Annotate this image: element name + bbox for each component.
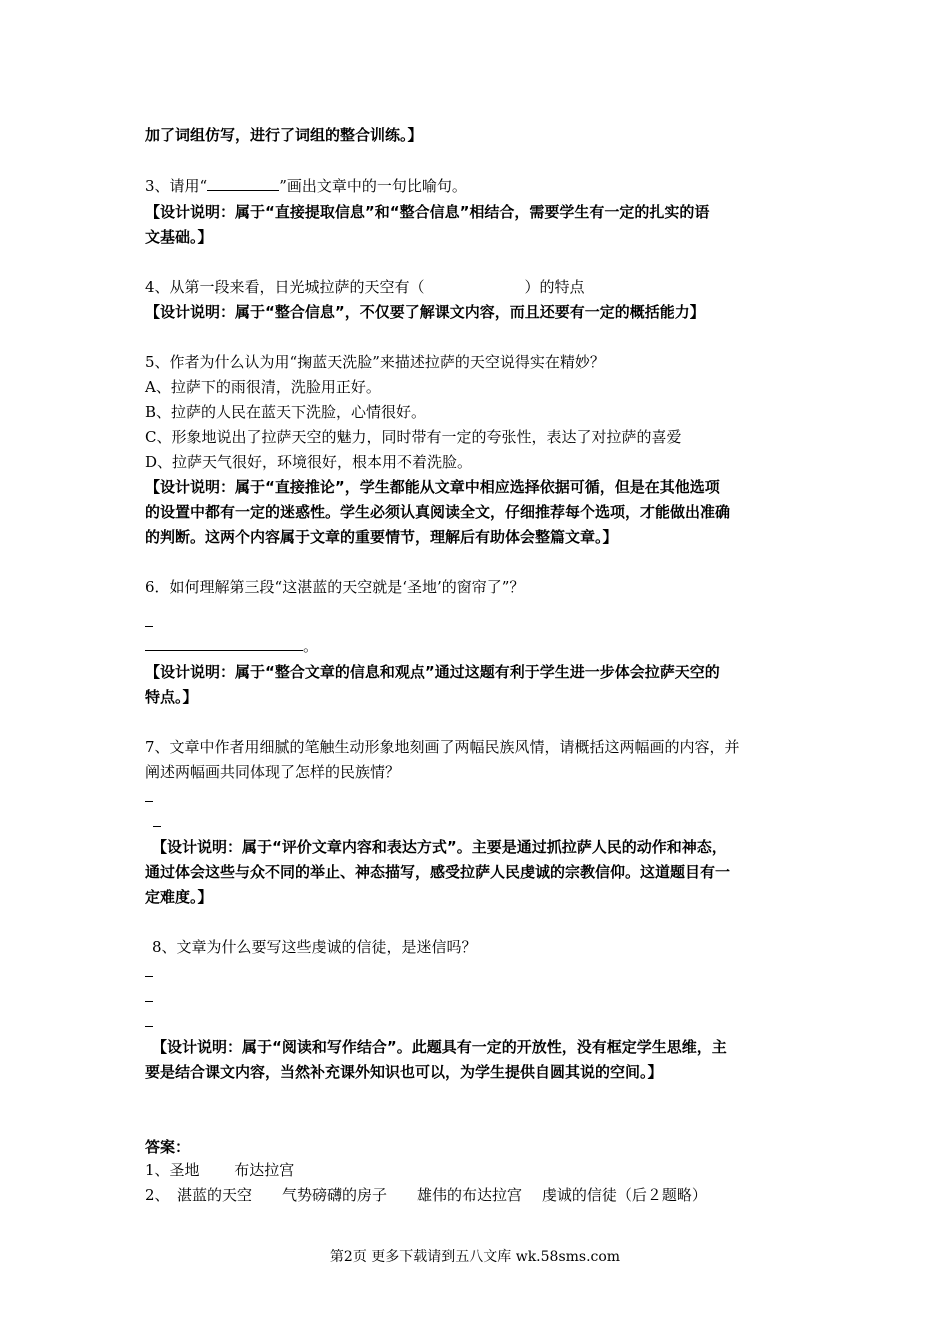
design-note-3-line2: 文基础。】 — [145, 228, 213, 246]
question-4 — [145, 275, 585, 300]
design-note-5-line3: 的判断。这两个内容属于文章的重要情节，理解后有助体会整篇文章。】 — [145, 528, 618, 546]
design-note-7-line1: 【设计说明：属于“评价文章内容和表达方式”。主要是通过抓拉萨人民的动作和神态， — [152, 838, 727, 856]
answer-line-dash — [145, 626, 153, 627]
option-d: D、拉萨天气很好，环境很好，根本用不着洗脸。 — [145, 453, 473, 471]
answer-2: 2、 湛蓝的天空 气势磅礴的房子 雄伟的布达拉宫 虔诚的信徒（后２题略） — [145, 1186, 707, 1204]
answer-line-end: 。 — [303, 637, 319, 655]
answer-line — [145, 634, 318, 659]
question-7-line1: 7、文章中作者用细腻的笔触生动形象地刻画了两幅民族风情，请概括这两幅画的内容，并 — [145, 738, 740, 756]
design-note-7-line2: 通过体会这些与众不同的举止、神态描写，感受拉萨人民虔诚的宗教信仰。这道题目有一 — [145, 863, 731, 881]
question-4-text-b: ）的特点 — [524, 278, 585, 296]
question-7-line2: 阐述两幅画共同体现了怎样的民族情？ — [145, 763, 401, 781]
design-note-6-line2: 特点。】 — [145, 688, 198, 706]
option-a: A、拉萨下的雨很清，洗脸用正好。 — [145, 378, 381, 396]
answer-blank — [145, 636, 303, 651]
question-5: 5、作者为什么认为用“掬蓝天洗脸”来描述拉萨的天空说得实在精妙？ — [145, 353, 605, 371]
page-footer: 第2页 更多下载请到五八文库 wk.58sms.com — [329, 1249, 621, 1265]
answer-blank — [207, 176, 279, 191]
question-3-text-b: ”画出文章中的一句比喻句。 — [279, 177, 467, 195]
design-note-3-line1: 【设计说明：属于“直接提取信息”和“整合信息”相结合，需要学生有一定的扎实的语 — [145, 203, 710, 221]
answer-line-dash — [153, 826, 161, 827]
design-note-6-line1: 【设计说明：属于“整合文章的信息和观点”通过这题有利于学生进一步体会拉萨天空的 — [145, 663, 720, 681]
design-note-5-line1: 【设计说明：属于“直接推论”，学生都能从文章中相应选择依据可循，但是在其他选项 — [145, 478, 720, 496]
intro-note: 加了词组仿写，进行了词组的整合训练。】 — [145, 126, 423, 144]
design-note-8-line2: 要是结合课文内容，当然补充课外知识也可以，为学生提供自圆其说的空间。】 — [145, 1063, 663, 1081]
question-4-text-a: 4、从第一段来看，日光城拉萨的天空有（ — [145, 278, 425, 296]
answer-line-dash — [145, 801, 153, 802]
answer-line-dash — [145, 1001, 153, 1002]
answers-title: 答案： — [145, 1138, 191, 1156]
answer-1: 1、圣地 布达拉宫 — [145, 1161, 295, 1179]
design-note-8-line1: 【设计说明：属于“阅读和写作结合”。此题具有一定的开放性，没有框定学生思维，主 — [152, 1038, 727, 1056]
answer-line-dash — [145, 1026, 153, 1027]
option-b: B、拉萨的人民在蓝天下洗脸，心情很好。 — [145, 403, 427, 421]
design-note-4: 【设计说明：属于“整合信息”，不仅要了解课文内容，而且还要有一定的概括能力】 — [145, 303, 705, 321]
question-3-text-a: 3、请用“ — [145, 177, 208, 195]
option-c: C、形象地说出了拉萨天空的魅力，同时带有一定的夸张性，表达了对拉萨的喜爱 — [145, 428, 682, 446]
design-note-7-line3: 定难度。】 — [145, 888, 213, 906]
answer-line-dash — [145, 976, 153, 977]
design-note-5-line2: 的设置中都有一定的迷惑性。学生必须认真阅读全文，仔细推荐每个选项，才能做出准确 — [145, 503, 731, 521]
question-6: 6．如何理解第三段“这湛蓝的天空就是‘圣地’的窗帘了”？ — [145, 578, 525, 596]
question-3 — [145, 174, 467, 199]
question-8: 8、文章为什么要写这些虔诚的信徒，是迷信吗？ — [152, 938, 477, 956]
